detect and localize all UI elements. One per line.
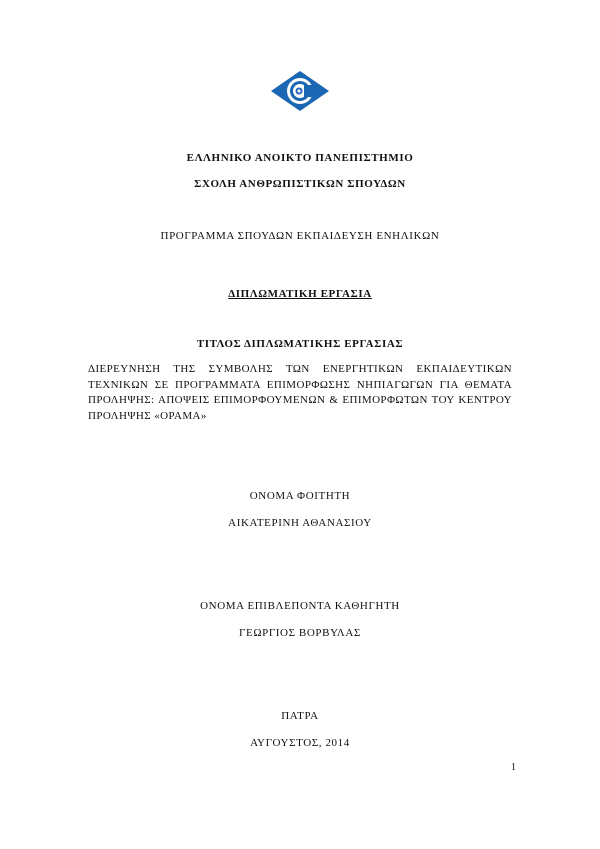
thesis-title-text: ΔΙΕΡΕΥΝΗΣΗ ΤΗΣ ΣΥΜΒΟΛΗΣ ΤΩΝ ΕΝΕΡΓΗΤΙΚΩΝ ΕΚΠΑΙΔΕΥΤΙΚΩΝ ΤΕΧΝΙΚΩΝ ΣΕ ΠΡΟΓΡΑΜΜΑΤΑ ΕΠΙΜΟΡΦΩΣΗΣ ΝΗΠΙΑΓΩΓΩΝ ΓΙΑ ΘΕΜΑΤΑ ΠΡΟΛΗΨΗΣ: ΑΠΟΨΕΙΣ ΕΠΙΜΟΡΦΟΥΜΕΝΩΝ & ΕΠΙΜΟΡΦΩΤΩΝ ΤΟΥ ΚΕΝΤΡΟΥ ΠΡΟΛΗΨΗΣ «ΟΡΑΜΑ» bbox=[88, 363, 512, 422]
supervisor-label: ΟΝΟΜΑ ΕΠΙΒΛΕΠΟΝΤΑ ΚΑΘΗΓΗΤΗ bbox=[200, 600, 400, 612]
city: ΠΑΤΡΑ bbox=[281, 710, 319, 722]
school-name: ΣΧΟΛΗ ΑΝΘΡΩΠΙΣΤΙΚΩΝ ΣΠΟΥΔΩΝ bbox=[194, 178, 406, 190]
date: ΑΥΓΟΥΣΤΟΣ, 2014 bbox=[250, 737, 350, 749]
supervisor-name: ΓΕΩΡΓΙΟΣ ΒΟΡΒΥΛΑΣ bbox=[239, 627, 361, 639]
university-name: ΕΛΛΗΝΙΚΟ ΑΝΟΙΚΤΟ ΠΑΝΕΠΙΣΤΗΜΙΟ bbox=[186, 152, 414, 164]
page-number: 1 bbox=[511, 762, 516, 773]
student-label: ΟΝΟΜΑ ΦΟΙΤΗΤΗ bbox=[249, 490, 351, 502]
program-name: ΠΡΟΓΡΑΜΜΑ ΣΠΟΥΔΩΝ ΕΚΠΑΙΔΕΥΣΗ ΕΝΗΛΙΚΩΝ bbox=[160, 230, 440, 242]
university-logo-icon bbox=[270, 70, 330, 112]
thesis-type-heading: ΔΙΠΛΩΜΑΤΙΚΗ ΕΡΓΑΣΙΑ bbox=[228, 288, 372, 300]
thesis-title-label: ΤΙΤΛΟΣ ΔΙΠΛΩΜΑΤΙΚΗΣ ΕΡΓΑΣΙΑΣ bbox=[196, 338, 404, 350]
student-name: ΑΙΚΑΤΕΡΙΝΗ ΑΘΑΝΑΣΙΟΥ bbox=[228, 517, 372, 529]
